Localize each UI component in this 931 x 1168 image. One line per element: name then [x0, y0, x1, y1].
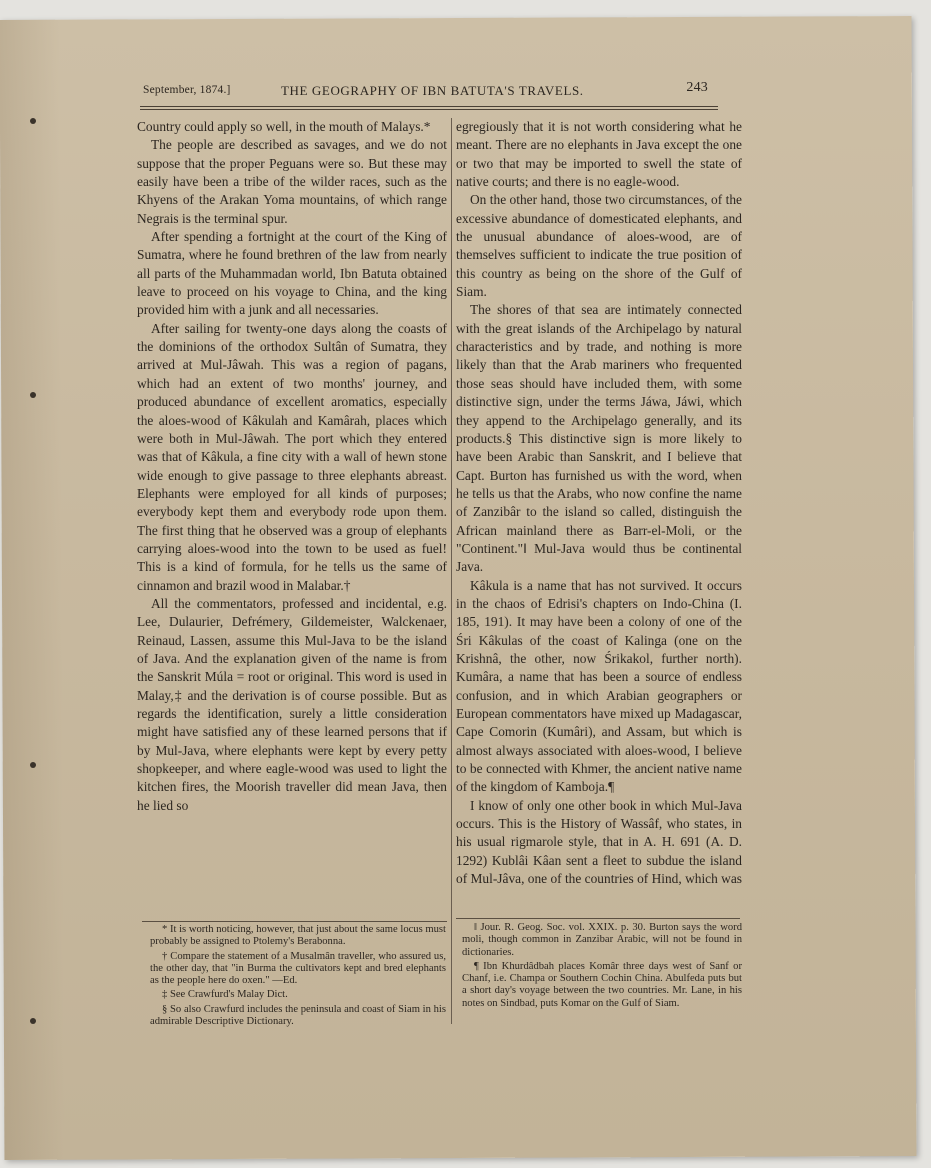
footnotes-right: [462, 922, 742, 1012]
running-title: THE GEOGRAPHY OF IBN BATUTA'S TRAVELS.: [281, 83, 584, 98]
binding-hole: [30, 118, 36, 124]
footnote: § So also Crawfurd includes the peninsula and coast of Siam in his admirable Descriptive Dictionary.: [150, 1003, 446, 1028]
footnote: ¶ Ibn Khurdâdbah places Komâr three days west of Sanf or Chanf, i.e. Champa or Southern Cochin China. Abulfeda puts but a short day's voyage between the two countries. Mr. Lane, in his notes on Sindbad, puts Komar on the Gulf of Siam.: [462, 960, 742, 1009]
footnote-rule: [142, 921, 447, 922]
paragraph: Kâkula is a name that has not survived. It occurs in the chaos of Edrisi's chapters on Indo-China (I. 185, 191). It may have been a colony of one of the Śri Kâkulas of the coast of Kalinga (one on the Krishnâ, the other, now Śrikakol, further north). Kumâra, a name that has been a source of endless confusion, and in which Arabian geographers or European commentators have mixed up Madagascar, Cape Comorin (Kumâri), and Assam, but which is almost always associated with aloes-wood, I believe to be connected with Khmer, the ancient native name of the kingdom of Kamboja.¶: [456, 577, 742, 795]
paragraph: After spending a fortnight at the court of the King of Sumatra, where he found brethren of the law from nearly all parts of the Muhammadan world, Ibn Batuta obtained leave to proceed on his voyage to China, and the king provided him with a junk and all necessaries.: [137, 229, 447, 318]
footnote: † Compare the statement of a Musalmân traveller, who assured us, the other day, that "in Burma the cultivators kept and bred elephants as the people here do oxen." —Ed.: [150, 950, 446, 987]
left-column: [137, 118, 447, 815]
paragraph: After sailing for twenty-one days along the coasts of the dominions of the orthodox Sultân of Sumatra, they arrived at Mul-Jâwah. This was a region of pagans, which had an extent of two months' journey, and produced abundance of excellent aromatics, especially the aloes-wood of Kâkulah and Kamârah, places which were both in Mul-Jâwah. The port which they entered was that of Kâkula, a fine city with a wall of hewn stone wide enough to give passage to three elephants abreast. Elephants were employed for all kinds of purposes; everybody kept them and everybody rode upon them. The first thing that he observed was a group of elephants carrying aloes-wood into the town to be used as fuel! This is a kind of formula, for he tells us the same of cinnamon and brazil wood in Malabar.†: [137, 320, 447, 593]
paragraph: egregiously that it is not worth considering what he meant. There are no elephants in Java except the one or two that may be imported to swell the state of native courts; and there is no eagle-wood.: [456, 119, 742, 190]
binding-hole: [30, 762, 36, 768]
footnotes-left: [150, 924, 446, 1030]
issue-date: September, 1874.]: [143, 84, 231, 96]
header-rule: [140, 106, 718, 110]
paragraph: The people are described as savages, and we do not suppose that the proper Peguans were so. But these may easily have been a tribe of the wilder races, such as the Khyens of the Arakan Yoma mountains, of which range Negrais is the terminal spur.: [137, 137, 447, 226]
running-head: [143, 80, 708, 102]
page-number: 243: [686, 80, 708, 95]
paragraph: The shores of that sea are intimately connected with the great islands of the Archipelago by natural characteristics and by trade, and nothing is more likely than that the Arab mariners who frequented those seas should have included them, with some distinctive sign, under the terms Jáwa, Jáwi, which they append to the Archipelago generally, and its products.§ This distinctive sign is more likely to have been Arabic than Sanskrit, and I believe that Capt. Burton has furnished us with the word, when he tells us that the Arabs, who now confine the name of Zanzibâr to the island so called, distinguish the African mainland there as Barr-el-Moli, or the "Continent."‖ Mul-Java would thus be continental Java.: [456, 302, 742, 575]
column-divider: [451, 118, 452, 1024]
paragraph: On the other hand, those two circumstances, of the excessive abundance of domesticated elephants, and the unusual abundance of aloes-wood, are of themselves sufficient to indicate the true position of this country as being on the shore of the Gulf of Siam.: [456, 192, 742, 300]
right-column: [456, 118, 742, 888]
binding-hole: [30, 1018, 36, 1024]
paragraph: All the commentators, professed and incidental, e.g. Lee, Dulaurier, Defrémery, Gildemeister, Walckenaer, Reinaud, Lassen, assume this Mul-Java to be the island of Java. And the explanation given of the name is from the Sanskrit Múla = root or original. This word is used in Malay,‡ and the derivation is of course possible. But as regards the identification, surely a little consideration might have satisfied any of these learned persons that if by Mul-Java, where elephants were kept by every petty shopkeeper, and where eagle-wood was used to light the kitchen fires, the Moorish traveller did mean Java, then he lied so: [137, 595, 447, 813]
paragraph: Country could apply so well, in the mouth of Malays.*: [137, 119, 431, 134]
footnote: * It is worth noticing, however, that just about the same locus must probably be assigned to Ptolemy's Berabonna.: [150, 924, 446, 948]
footnote: ‖ Jour. R. Geog. Soc. vol. XXIX. p. 30. Burton says the word moli, though common in Zanzibar Arabic, will not be found in dictionaries.: [462, 922, 742, 958]
footnote: ‡ See Crawfurd's Malay Dict.: [162, 989, 288, 1001]
footnote-rule: [456, 918, 740, 919]
binding-hole: [30, 392, 36, 398]
paragraph: I know of only one other book in which Mul-Java occurs. This is the History of Wassâf, who states, in his usual rigmarole style, that in A. H. 691 (A. D. 1292) Kublâi Kâan sent a fleet to subdue the island of Mul-Jâva, one of the countries of Hind, which was: [456, 797, 742, 887]
